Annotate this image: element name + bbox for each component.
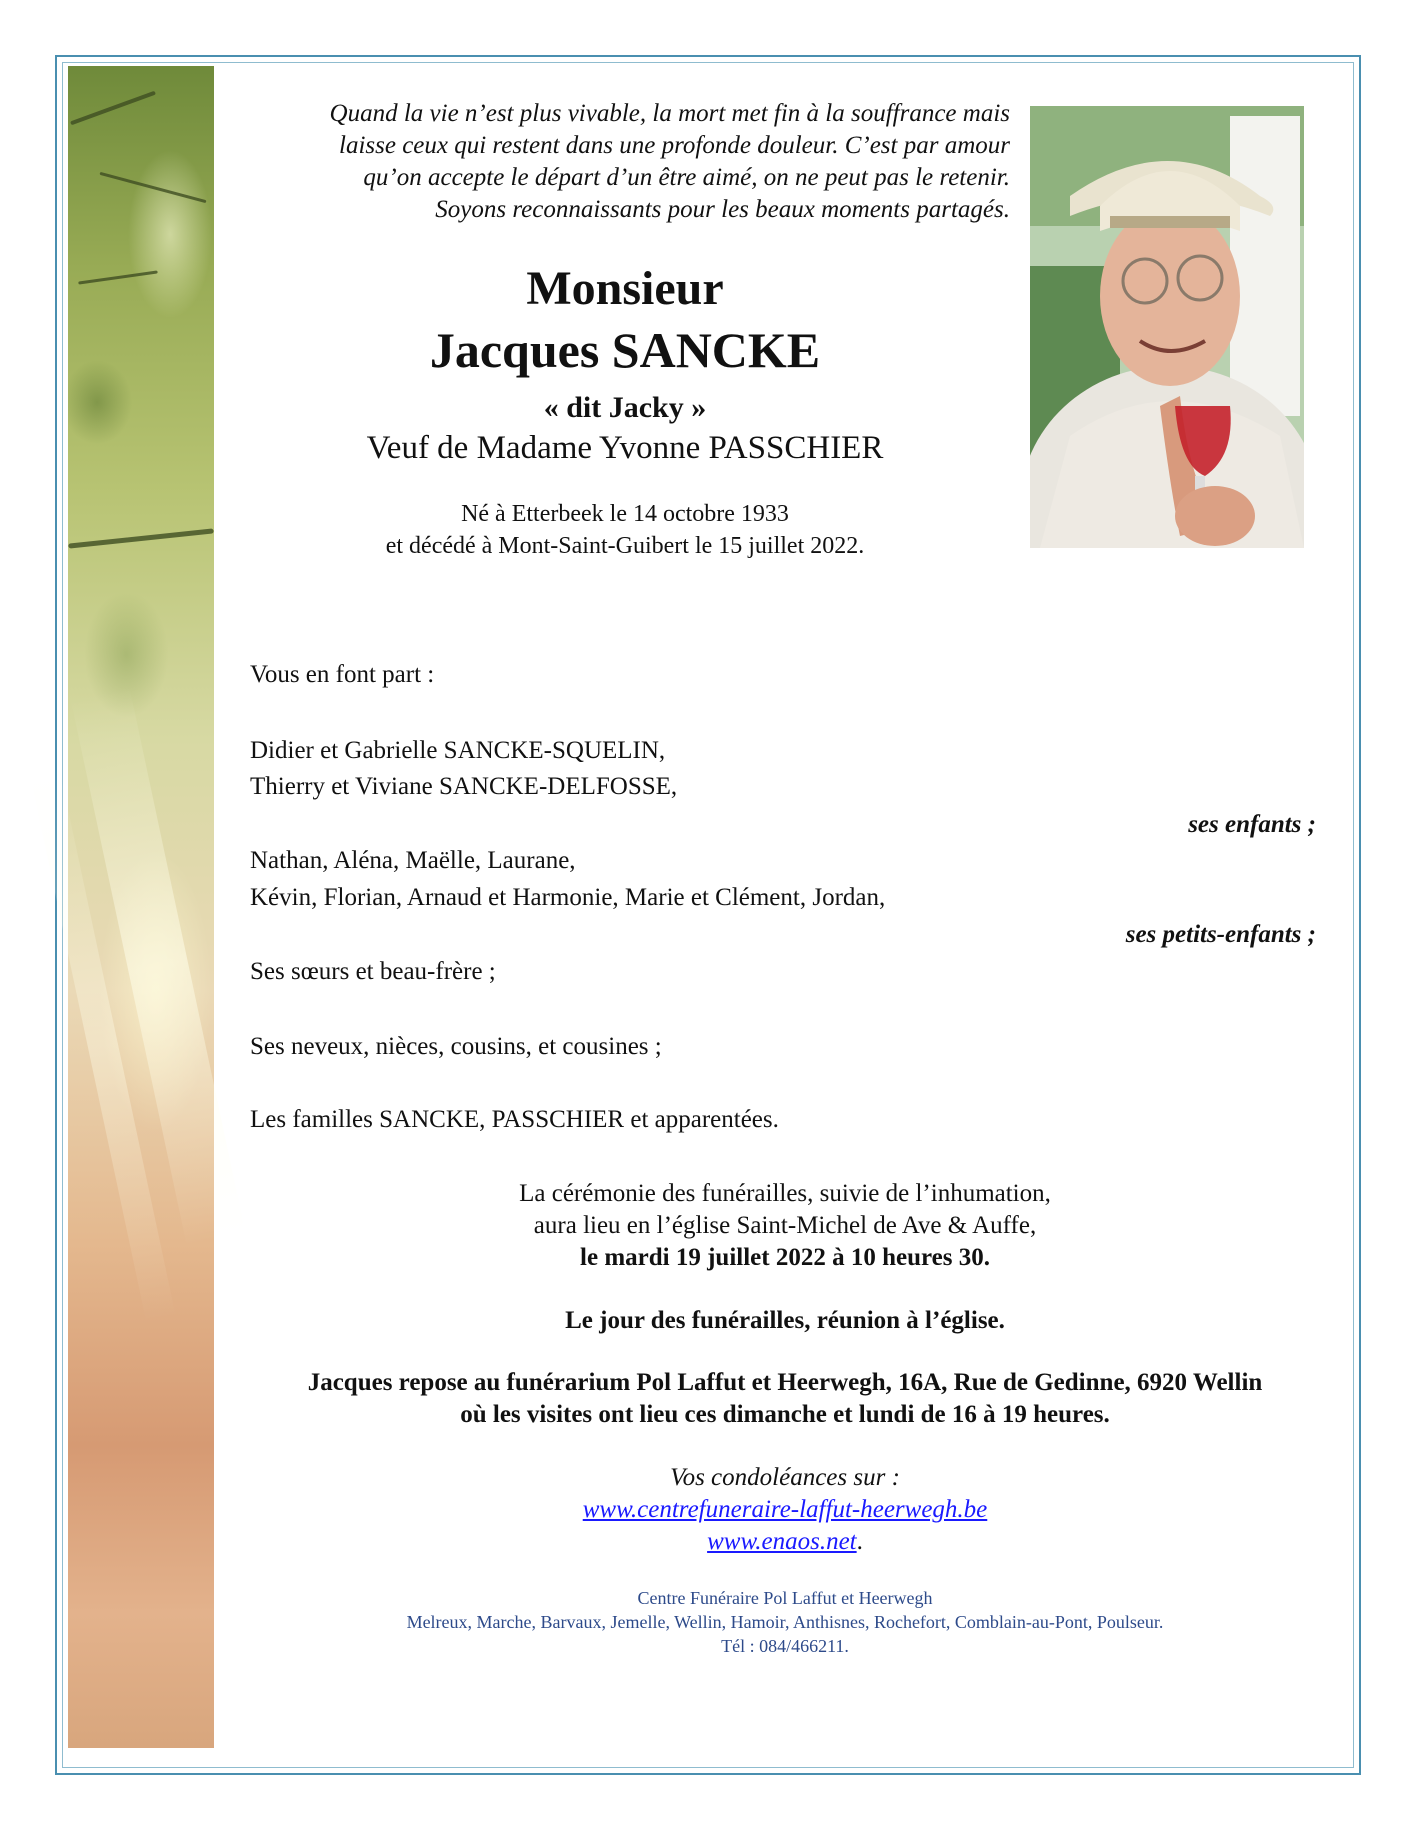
condolences-label: Vos condoléances sur :: [670, 1464, 900, 1491]
cousins-line: Ses neveux, nièces, cousins, et cousines ;: [250, 1033, 662, 1060]
link-suffix: .: [856, 1528, 863, 1555]
child-line: Thierry et Viviane SANCKE-DELFOSSE,: [250, 773, 678, 800]
deceased-title: Monsieur: [526, 262, 724, 315]
ceremony-line: aura lieu en l’église Saint-Michel de Ave & Auffe,: [533, 1212, 1037, 1239]
poem-line: Soyons reconnaissants pour les beaux moments partagés.: [435, 196, 1010, 223]
grandchild-line: Kévin, Florian, Arnaud et Harmonie, Marie et Clément, Jordan,: [250, 884, 886, 911]
poem-line: qu’on accepte le départ d’un être aimé, on ne peut pas le retenir.: [363, 164, 1010, 191]
children-label: ses enfants ;: [1188, 811, 1316, 838]
poem-line: laisse ceux qui restent dans une profonde douleur. C’est par amour: [339, 132, 1010, 159]
condolences: [290, 1462, 1280, 1558]
deceased-name: Jacques SANCKE: [429, 322, 821, 378]
poem-line: Quand la vie n’est plus vivable, la mort met fin à la souffrance mais: [329, 100, 1010, 127]
ceremony-info: [290, 1178, 1280, 1274]
poem: [240, 98, 1010, 226]
funerarium-info: [290, 1367, 1280, 1431]
families-line: Les familles SANCKE, PASSCHIER et apparentées.: [250, 1106, 779, 1133]
ceremony-date: le mardi 19 juillet 2022 à 10 heures 30.: [580, 1244, 990, 1271]
portrait-photo: [1030, 106, 1304, 548]
footer-name: Centre Funéraire Pol Laffut et Heerwegh: [637, 1588, 933, 1608]
forest-path-image: [68, 66, 214, 1748]
footer-phone: Tél : 084/466211.: [721, 1636, 849, 1656]
deceased-nickname: « dit Jacky »: [543, 391, 707, 424]
announcement-intro: Vous en font part :: [250, 661, 435, 688]
grandchild-line: Nathan, Aléna, Maëlle, Laurane,: [250, 847, 576, 874]
visits-line: où les visites ont lieu ces dimanche et lundi de 16 à 19 heures.: [460, 1401, 1110, 1428]
death-line: et décédé à Mont-Saint-Guibert le 15 juillet 2022.: [385, 533, 865, 559]
funeral-home-footer: [290, 1586, 1280, 1658]
grandchildren-label: ses petits-enfants ;: [1125, 921, 1316, 948]
condolences-link-laffut[interactable]: www.centrefuneraire-laffut-heerwegh.be: [582, 1496, 988, 1523]
birth-death-info: [240, 498, 1010, 562]
funerarium-line: Jacques repose au funérarium Pol Laffut et Heerwegh, 16A, Rue de Gedinne, 6920 Wellin: [307, 1369, 1263, 1396]
ceremony-line: La cérémonie des funérailles, suivie de l’inhumation,: [519, 1180, 1051, 1207]
birth-line: Né à Etterbeek le 14 octobre 1933: [461, 501, 789, 527]
child-line: Didier et Gabrielle SANCKE-SQUELIN,: [250, 737, 666, 764]
siblings-line: Ses sœurs et beau-frère ;: [250, 958, 496, 985]
condolences-link-enaos[interactable]: www.enaos.net: [707, 1528, 857, 1555]
footer-locations: Melreux, Marche, Barvaux, Jemelle, Wellin, Hamoir, Anthisnes, Rochefort, Comblain-au-Pont, Poulseur.: [406, 1612, 1164, 1632]
church-meeting: Le jour des funérailles, réunion à l’église.: [565, 1307, 1005, 1334]
widow-of: Veuf de Madame Yvonne PASSCHIER: [366, 430, 884, 466]
